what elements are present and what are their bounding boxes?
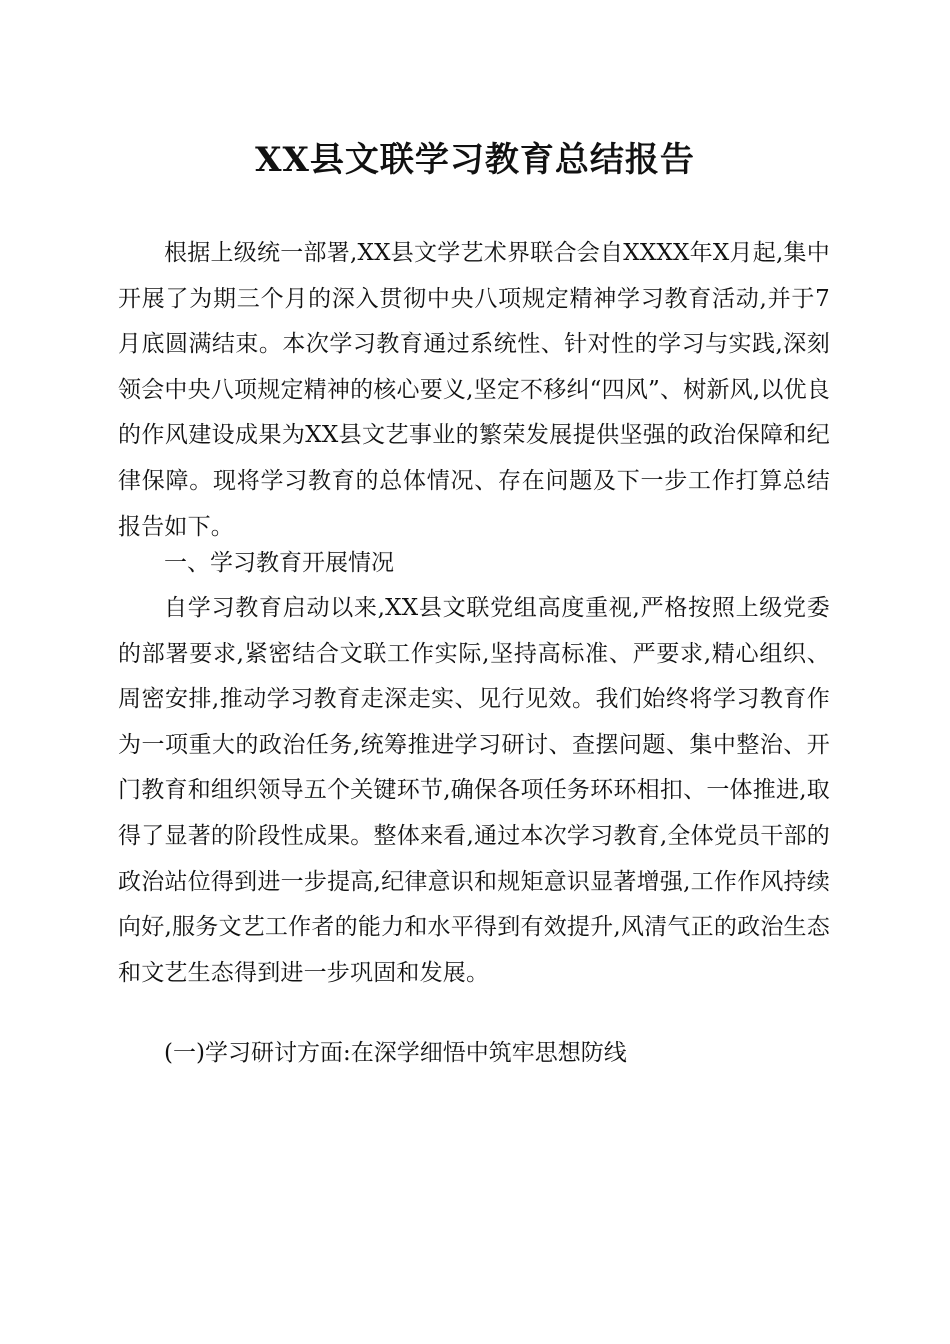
section-1-paragraph: 自学习教育启动以来,XX县文联党组高度重视,严格按照上级党委的部署要求,紧密结合文联工作实际,坚持高标准、严要求,精心组织、周密安排,推动学习教育走深走实、见行见效。我们始终将学习教育作为一项重大的政治任务,统筹推进学习研讨、查摆问题、集中整治、开门教育和组织领导五个关键环节,确保各项任务环环相扣、一体推进,取得了显著的阶段性成果。整体来看,通过本次学习教育,全体党员干部的政治站位得到进一步提高,纪律意识和规矩意识显著增强,工作作风持续向好,服务文艺工作者的能力和水平得到有效提升,风清气正的政治生态和文艺生态得到进一步巩固和发展。 — [118, 595, 830, 986]
document-title: XX县文联学习教育总结报告 — [255, 140, 695, 180]
section-heading-1: 一、学习教育开展情况 — [164, 550, 394, 576]
intro-paragraph: 根据上级统一部署,XX县文学艺术界联合会自XXXX年X月起,集中开展了为期三个月的深入贯彻中央八项规定精神学习教育活动,并于7月底圆满结束。本次学习教育通过系统性、针对性的学习与实践,深刻领会中央八项规定精神的核心要义,坚定不移纠“四风”、树新风,以优良的作风建设成果为XX县文艺事业的繁荣发展提供坚强的政治保障和纪律保障。现将学习教育的总体情况、存在问题及下一步工作打算总结报告如下。 — [118, 240, 830, 540]
subsection-heading-1: (一)学习研讨方面:在深学细悟中筑牢思想防线 — [164, 1040, 627, 1066]
